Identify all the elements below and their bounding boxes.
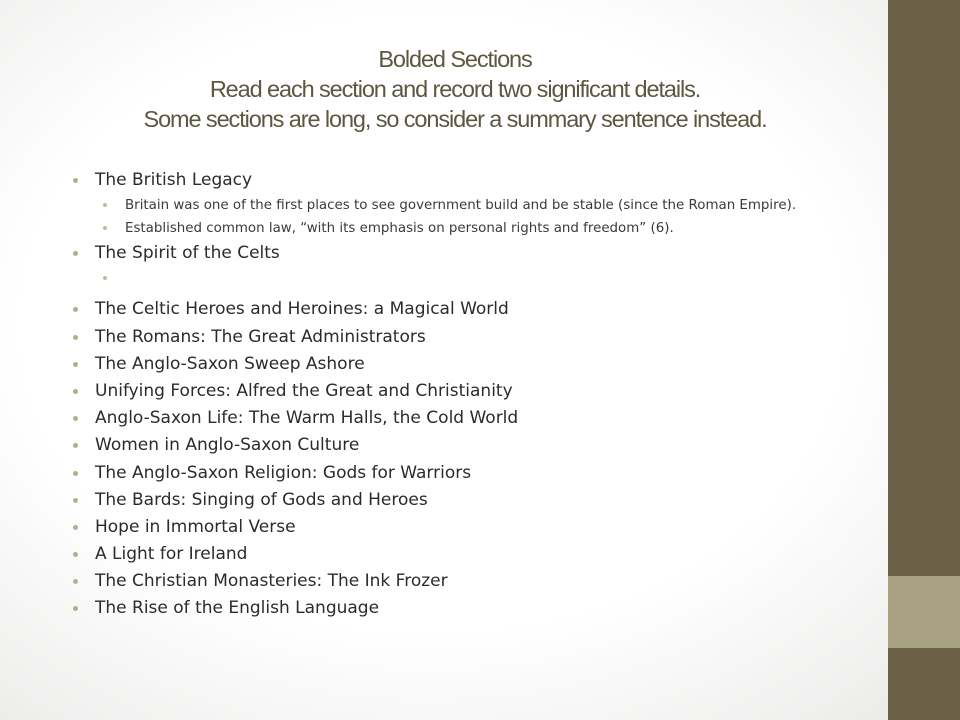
sub-bullet-icon (103, 276, 107, 280)
list-item (70, 435, 860, 456)
bullet-icon (73, 251, 78, 256)
list-item (70, 299, 860, 320)
list-item-label: The Romans: The Great Administrators (95, 326, 426, 347)
bullet-icon (73, 552, 78, 557)
list-item-label: A Light for Ireland (95, 544, 248, 565)
list-item (70, 463, 860, 484)
list-item-label: Hope in Immortal Verse (95, 516, 296, 537)
bullet-icon (73, 307, 78, 312)
list-item-label: Anglo-Saxon Life: The Warm Halls, the Cold World (95, 408, 519, 429)
list-item-label: The Christian Monasteries: The Ink Frozer (95, 571, 448, 592)
sub-list-item (70, 197, 860, 214)
sub-list-item-text: Established common law, “with its emphasis on personal rights and freedom” (6). (125, 221, 674, 237)
list-item (70, 170, 860, 191)
list-item (70, 327, 860, 348)
list-item (70, 571, 860, 592)
list-item-label: The Anglo-Saxon Religion: Gods for Warriors (95, 462, 472, 483)
title-line: Some sections are long, so consider a summary sentence instead. (143, 106, 767, 132)
list-item (70, 354, 860, 375)
sub-bullet-icon (103, 203, 107, 207)
bullet-icon (73, 471, 78, 476)
bullet-icon (73, 335, 78, 340)
list-item (70, 243, 860, 264)
bullet-icon (73, 416, 78, 421)
list-item (70, 490, 860, 511)
bullet-icon (73, 606, 78, 611)
list-item (70, 381, 860, 402)
title-line: Bolded Sections (378, 46, 532, 72)
list-item (70, 598, 860, 619)
list-item-label: The Rise of the English Language (95, 598, 380, 619)
bullet-icon (73, 525, 78, 530)
bullet-icon (73, 579, 78, 584)
bullet-list (70, 170, 860, 626)
list-item-label: The Celtic Heroes and Heroines: a Magical World (95, 299, 509, 320)
bullet-icon (73, 389, 78, 394)
list-item-label: Women in Anglo-Saxon Culture (95, 435, 360, 456)
slide-title (60, 44, 850, 134)
sub-list-item-text: Britain was one of the first places to see government build and be stable (since the Roman Empire). (125, 198, 797, 214)
sub-list-item (70, 220, 860, 237)
list-item-label: The Bards: Singing of Gods and Heroes (95, 489, 428, 510)
list-item-label: The Anglo-Saxon Sweep Ashore (95, 353, 365, 374)
list-item (70, 408, 860, 429)
title-line: Read each section and record two significant details. (209, 76, 701, 102)
bullet-icon (73, 178, 78, 183)
list-item-label: The British Legacy (95, 170, 253, 190)
sub-bullet-icon (103, 226, 107, 230)
decorative-sidebar-block (888, 576, 960, 648)
list-item-label: The Spirit of the Celts (95, 243, 280, 264)
sub-list-item (70, 270, 860, 287)
bullet-icon (73, 498, 78, 503)
list-item-label: Unifying Forces: Alfred the Great and Christianity (95, 380, 513, 401)
bullet-icon (73, 362, 78, 367)
list-item (70, 544, 860, 565)
list-item (70, 517, 860, 538)
bullet-icon (73, 443, 78, 448)
